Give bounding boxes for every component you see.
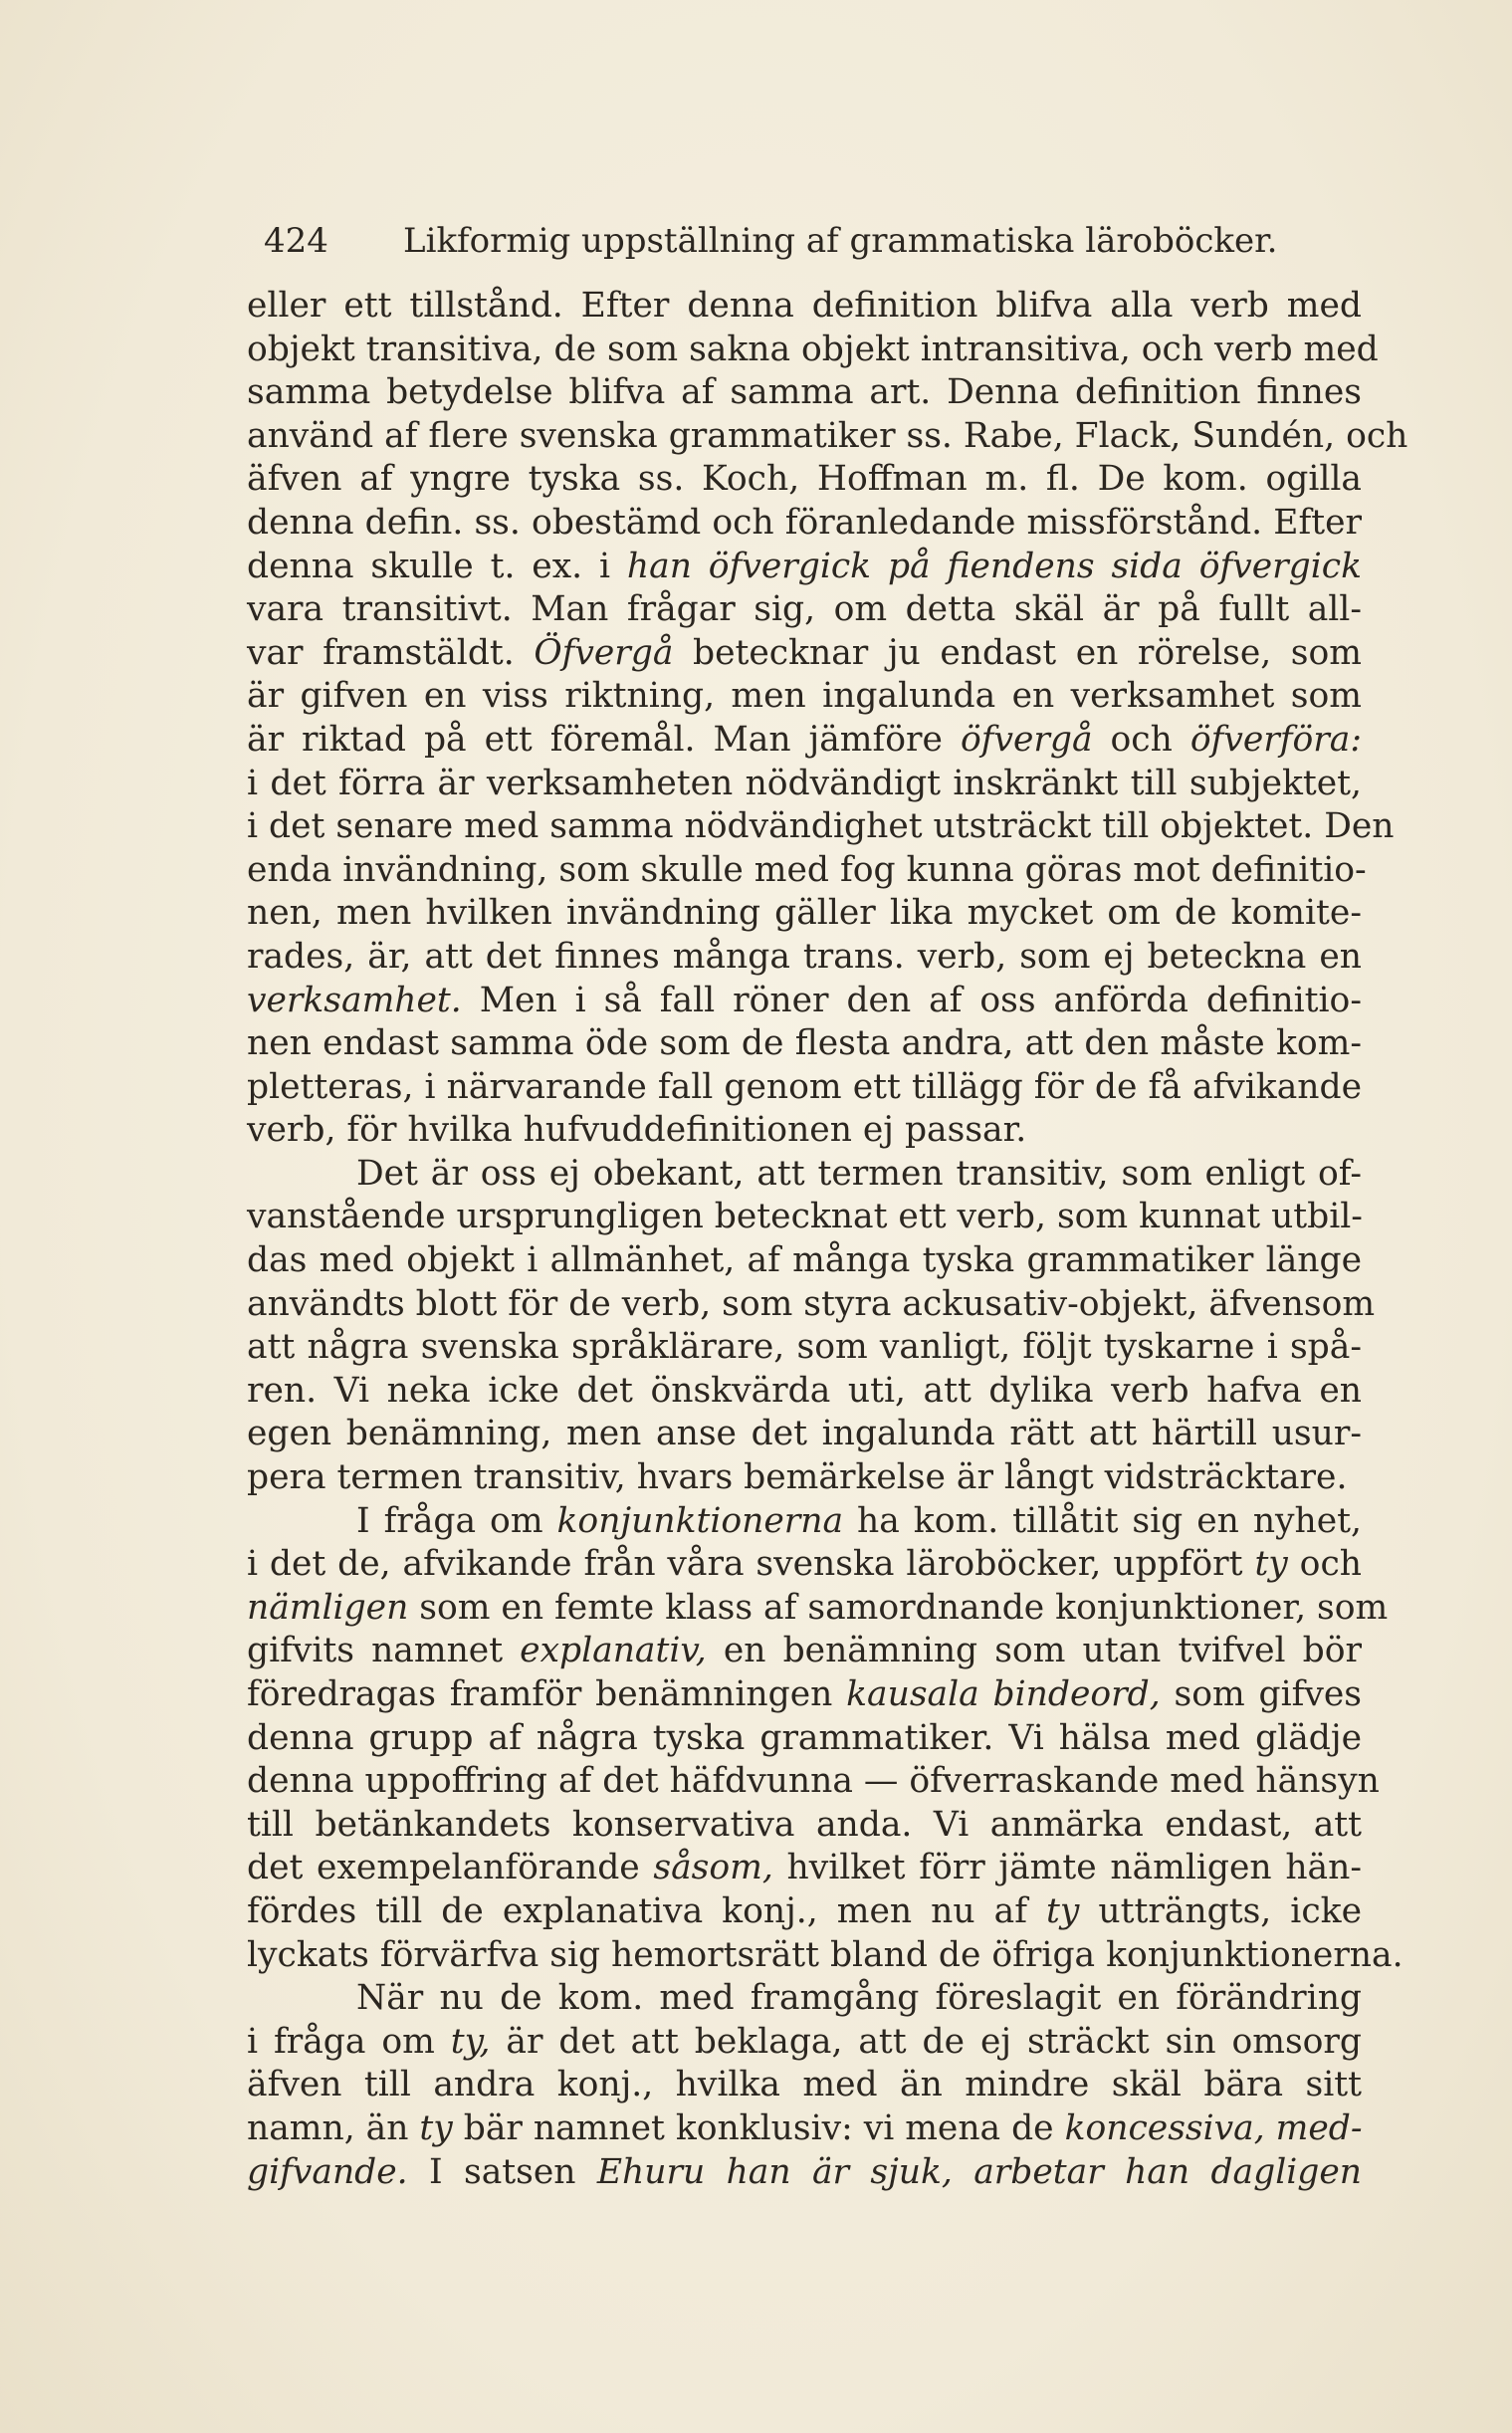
- text-segment: nen, men hvilken invändning gäller lika mycket om de komite-: [247, 893, 1362, 934]
- text-segment: objekt transitiva, de som sakna objekt intransitiva, och verb med: [247, 329, 1379, 369]
- text-segment: är gifven en viss riktning, men ingalunda en verksamhet som: [247, 676, 1362, 717]
- text-segment: ha kom. tillåtit sig en nyhet,: [843, 1500, 1362, 1541]
- text-segment: egen benämning, men anse det ingalunda rätt att härtill usur-: [247, 1414, 1362, 1454]
- italic-text: ty,: [450, 2021, 491, 2062]
- text-line: [247, 371, 1362, 415]
- text-segment: denna defin. ss. obestämd och föranledande missförstånd. Efter: [247, 502, 1362, 543]
- text-segment: vanstående ursprungligen betecknat ett verb, som kunnat utbil-: [247, 1197, 1363, 1237]
- text-line: [247, 458, 1362, 502]
- text-line: [247, 2021, 1362, 2065]
- italic-text: Öfvergå: [534, 632, 674, 673]
- italic-text: ty: [1046, 1890, 1080, 1931]
- text-line: [247, 285, 1362, 329]
- italic-text: Ehuru han är sjuk, arbetar han dagligen: [596, 2151, 1362, 2192]
- text-segment: är riktad på ett föremål. Man jämföre: [247, 719, 961, 760]
- text-line: [247, 1283, 1376, 1327]
- italic-text: nämligen: [247, 1587, 409, 1628]
- text-segment: det exempelanförande: [247, 1848, 654, 1888]
- text-line: [247, 936, 1362, 980]
- text-line: [247, 1370, 1362, 1414]
- text-segment: pletteras, i närvarande fall genom ett tillägg för de få afvikande: [247, 1066, 1362, 1107]
- text-segment: som en femte klass af samordnande konjunktioner, som: [408, 1587, 1389, 1628]
- running-header: [264, 221, 1278, 271]
- text-line: [247, 805, 1395, 849]
- text-segment: eller ett tillstånd. Efter denna definition blifva alla verb med: [247, 286, 1362, 326]
- text-line: [247, 329, 1379, 372]
- text-segment: i det de, afvikande från våra svenska läroböcker, uppfört: [247, 1544, 1255, 1585]
- text-segment: denna grupp af några tyska grammatiker. Vi hälsa med glädje: [247, 1717, 1362, 1758]
- body-text: [247, 285, 1408, 2194]
- text-segment: fördes till de explanativa konj., men nu af: [247, 1890, 1047, 1931]
- text-line: [247, 2107, 1362, 2151]
- text-segment: användts blott för de verb, som styra ackusativ-objekt, äfvensom: [247, 1283, 1376, 1324]
- text-segment: och: [1092, 719, 1190, 760]
- text-line: [247, 1630, 1362, 1673]
- text-line: [247, 1196, 1362, 1239]
- text-segment: När nu de kom. med framgång föreslagit en förändring: [356, 1978, 1362, 2019]
- text-line: [247, 1977, 1362, 2021]
- text-segment: rades, är, att det finnes många trans. verb, som ej beteckna en: [247, 936, 1362, 977]
- italic-text: gifvande.: [247, 2151, 408, 2192]
- page-number: 424: [264, 221, 328, 261]
- text-segment: verb, för hvilka hufvuddefinitionen ej passar.: [247, 1110, 1027, 1151]
- text-segment: föredragas framför benämningen: [247, 1674, 847, 1714]
- text-segment: Det är oss ej obekant, att termen transitiv, som enligt of-: [356, 1153, 1362, 1194]
- text-segment: hvilket förr jämte nämligen hän-: [772, 1848, 1362, 1888]
- text-segment: samma betydelse blifva af samma art. Denna definition finnes: [247, 372, 1362, 413]
- text-segment: en benämning som utan tvifvel bör: [706, 1631, 1362, 1671]
- text-line: [247, 1847, 1362, 1890]
- text-segment: som gifves: [1160, 1674, 1362, 1714]
- italic-text: koncessiva, med-: [1064, 2107, 1363, 2148]
- text-segment: denna uppoffring af det häfdvunna — öfverraskande med hänsyn: [247, 1761, 1380, 1802]
- text-line: [247, 1760, 1380, 1804]
- text-segment: är det att beklaga, att de ej sträckt sin omsorg: [490, 2021, 1362, 2062]
- text-line: [247, 980, 1362, 1023]
- text-line: [247, 1153, 1362, 1197]
- text-line: [247, 1326, 1362, 1370]
- text-line: [247, 632, 1362, 676]
- running-title: Likformig uppställning af grammatiska läroböcker.: [403, 221, 1278, 261]
- text-segment: bär namnet konklusiv: vi mena de: [452, 2107, 1065, 2148]
- text-segment: i fråga om: [247, 2021, 451, 2062]
- italic-text: explanativ,: [520, 1631, 707, 1671]
- text-segment: använd af flere svenska grammatiker ss. Rabe, Flack, Sundén, och: [247, 415, 1408, 456]
- italic-text: såsom,: [653, 1848, 773, 1888]
- text-line: [247, 1804, 1362, 1848]
- text-segment: till betänkandets konservativa anda. Vi anmärka endast, att: [247, 1804, 1362, 1845]
- text-line: [247, 1890, 1362, 1934]
- text-segment: betecknar ju endast en rörelse, som: [673, 632, 1362, 673]
- italic-text: öfverföra:: [1189, 719, 1362, 760]
- text-segment: att några svenska språklärare, som vanligt, följt tyskarne i spå-: [247, 1327, 1362, 1368]
- italic-text: öfvergå: [960, 719, 1093, 760]
- text-line: [247, 1109, 1362, 1153]
- text-segment: äfven af yngre tyska ss. Koch, Hoffman m. fl. De kom. ogilla: [247, 459, 1362, 500]
- text-line: [247, 1413, 1362, 1456]
- italic-text: han öfvergick på fiendens sida öfvergick: [626, 546, 1362, 586]
- text-line: [247, 2064, 1362, 2107]
- text-line: [247, 1673, 1362, 1717]
- text-line: [247, 1500, 1362, 1544]
- text-line: [247, 1934, 1404, 1978]
- text-segment: äfven till andra konj., hvilka med än mindre skäl bära sitt: [247, 2065, 1362, 2105]
- italic-text: ty: [1254, 1544, 1288, 1585]
- text-line: [247, 763, 1362, 806]
- italic-text: verksamhet.: [247, 980, 462, 1020]
- text-segment: ren. Vi neka icke det önskvärda uti, att dylika verb hafva en: [247, 1370, 1362, 1411]
- italic-text: ty: [419, 2107, 453, 2148]
- text-segment: i det förra är verksamheten nödvändigt inskränkt till subjektet,: [247, 763, 1362, 803]
- text-segment: vara transitivt. Man frågar sig, om detta skäl är på fullt all-: [247, 589, 1362, 630]
- text-segment: pera termen transitiv, hvars bemärkelse är långt vidsträcktare.: [247, 1457, 1348, 1498]
- text-segment: I satsen: [407, 2151, 597, 2192]
- text-segment: namn, än: [247, 2107, 420, 2148]
- text-line: [247, 588, 1362, 632]
- text-line: [247, 1543, 1362, 1587]
- text-segment: i det senare med samma nödvändighet utsträckt till objektet. Den: [247, 806, 1395, 847]
- text-segment: utträngts, icke: [1079, 1890, 1362, 1931]
- text-line: [247, 1066, 1362, 1110]
- text-line: [247, 546, 1362, 589]
- text-line: [247, 892, 1362, 936]
- italic-text: kausala bindeord,: [846, 1674, 1161, 1714]
- text-line: [247, 1717, 1362, 1761]
- text-line: [247, 1587, 1389, 1631]
- text-line: [247, 1022, 1362, 1066]
- text-line: [247, 502, 1362, 546]
- text-line: [247, 849, 1367, 893]
- text-segment: Men i så fall röner den af oss anförda definitio-: [461, 980, 1362, 1020]
- text-segment: I fråga om: [356, 1500, 557, 1541]
- italic-text: konjunktionerna: [556, 1500, 844, 1541]
- text-segment: och: [1287, 1544, 1362, 1585]
- text-line: [247, 2151, 1362, 2195]
- text-segment: var framstäldt.: [247, 632, 535, 673]
- text-line: [247, 719, 1362, 763]
- text-segment: lyckats förvärfva sig hemortsrätt bland de öfriga konjunktionerna.: [247, 1934, 1404, 1975]
- text-segment: das med objekt i allmänhet, af många tyska grammatiker länge: [247, 1240, 1362, 1281]
- text-segment: denna skulle t. ex. i: [247, 546, 627, 586]
- text-segment: nen endast samma öde som de flesta andra, att den måste kom-: [247, 1023, 1362, 1064]
- text-line: [247, 1239, 1362, 1283]
- text-line: [247, 675, 1362, 719]
- text-segment: enda invändning, som skulle med fog kunna göras mot definitio-: [247, 849, 1367, 890]
- text-line: [247, 415, 1408, 459]
- text-line: [247, 1456, 1362, 1500]
- text-segment: gifvits namnet: [247, 1631, 521, 1671]
